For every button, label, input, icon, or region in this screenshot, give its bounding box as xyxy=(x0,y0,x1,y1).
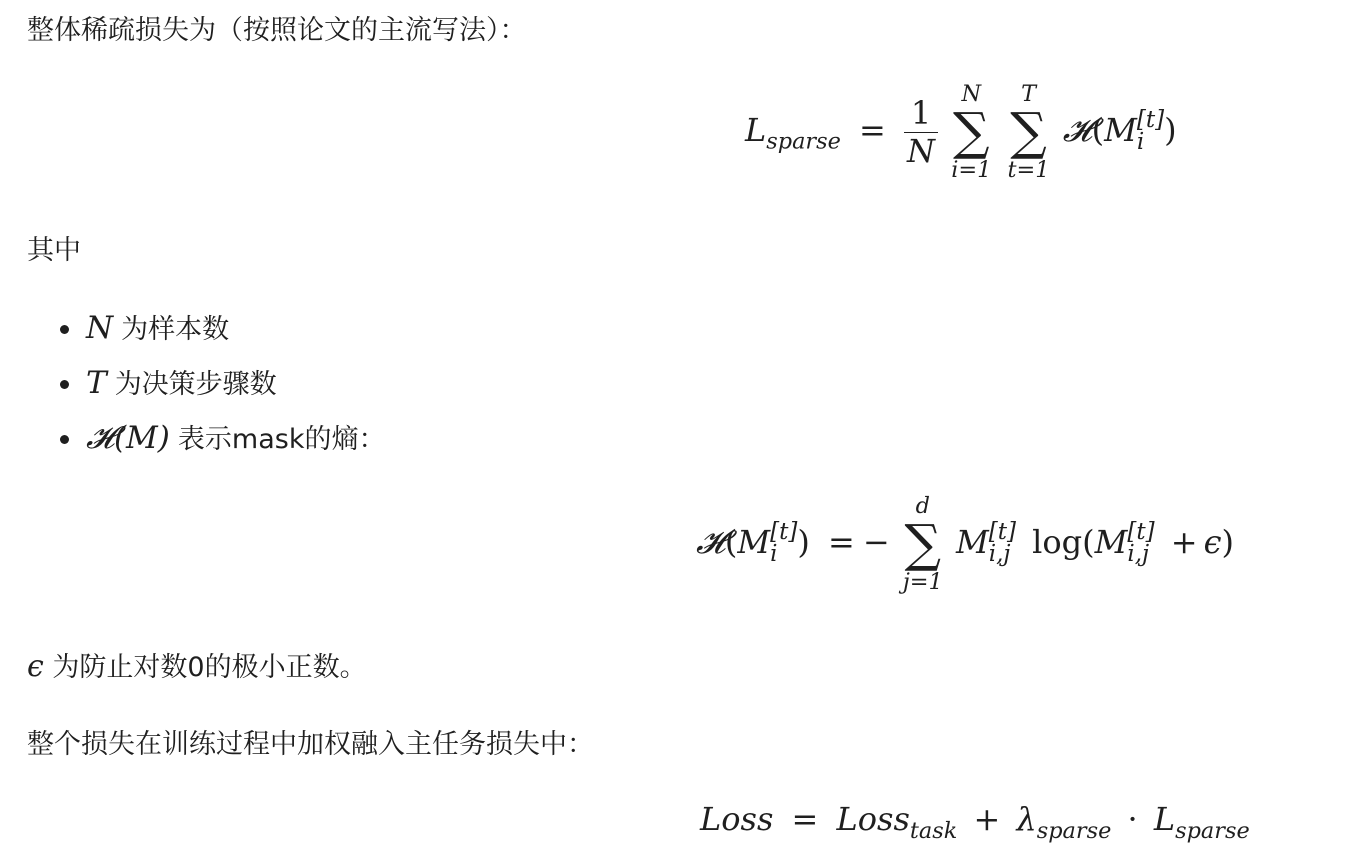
bullet-icon xyxy=(60,380,69,389)
eq2-mask: M xyxy=(737,522,771,561)
eq2-mask-ij-sub: i,j xyxy=(988,541,1011,568)
list-item xyxy=(60,306,385,361)
list-item xyxy=(60,416,385,471)
bullet-icon xyxy=(60,435,69,444)
eq2-mask-ij-2-sub: i,j xyxy=(1127,541,1150,568)
eq2-equals: = xyxy=(828,522,855,561)
eq1-sum-t xyxy=(1008,82,1050,182)
list-item-symbol: N xyxy=(86,310,114,346)
eq2-plus: + xyxy=(1170,522,1198,561)
eq3-dot: · xyxy=(1127,800,1138,838)
list-item-symbol: 𝓗(M) xyxy=(86,420,170,456)
eq2-mask-ij-2-sup: [t] xyxy=(1127,519,1155,546)
eq1-entropy-symbol: 𝓗 xyxy=(1062,110,1092,149)
eq2-mask-ij-2-indices xyxy=(1127,519,1155,568)
list-item-text: 表示mask的熵： xyxy=(177,424,386,455)
eq1-sum-t-top: T xyxy=(1021,81,1037,107)
eq2-mask-ij-indices xyxy=(988,519,1016,568)
eq2-mask-sup: [t] xyxy=(770,519,798,546)
where-text: 其中 xyxy=(27,235,81,266)
list-item-text: 为样本数 xyxy=(121,314,230,345)
eq2-sum-top: d xyxy=(915,493,930,519)
eq3-lambda: λ xyxy=(1016,800,1037,838)
eq2-mask-ij-2: M xyxy=(1094,522,1128,561)
eq1-mask-sup: [t] xyxy=(1136,107,1165,134)
eq3-plus: + xyxy=(973,800,1001,838)
epsilon-symbol: ϵ xyxy=(27,649,44,684)
list-item-symbol: T xyxy=(86,365,107,401)
list-item-text: 为决策步骤数 xyxy=(114,369,277,400)
eq1-sum-i-top: N xyxy=(961,81,982,107)
eq3-L: L xyxy=(1153,800,1176,838)
eq1-sum-i xyxy=(951,82,991,182)
eq2-sum-j xyxy=(903,494,943,594)
eq2-log: log xyxy=(1032,522,1083,561)
sigma-icon: ∑ xyxy=(953,101,990,162)
eq3-loss-task: Loss xyxy=(836,800,910,838)
eq1-frac-num: 1 xyxy=(904,95,938,133)
eq2-mask-ij-sup: [t] xyxy=(988,519,1016,546)
combine-note: 整个损失在训练过程中加权融入主任务损失中： xyxy=(27,729,594,760)
definition-list xyxy=(60,306,385,471)
eq1-mask-indices xyxy=(1136,107,1165,156)
sparse-loss-equation xyxy=(745,82,1177,182)
eq1-sum-i-bottom: i=1 xyxy=(951,156,992,183)
eq2-close2: ) xyxy=(1221,522,1234,561)
total-loss-equation xyxy=(700,800,1250,844)
eq3-L-sub: sparse xyxy=(1175,817,1250,844)
eq1-sum-t-bottom: t=1 xyxy=(1007,156,1050,183)
eq1-frac-den: N xyxy=(907,131,936,170)
eq1-lhs: L xyxy=(745,110,767,149)
sigma-icon: ∑ xyxy=(1010,101,1047,162)
eq1-close: ) xyxy=(1164,110,1177,149)
epsilon-note xyxy=(27,650,367,685)
eq3-lambda-sub: sparse xyxy=(1036,817,1112,844)
eq2-mask-ij: M xyxy=(955,522,989,561)
intro-text: 整体稀疏损失为（按照论文的主流写法）： xyxy=(27,15,527,46)
list-item xyxy=(60,361,385,416)
entropy-equation xyxy=(696,494,1234,594)
eq3-equals: = xyxy=(791,800,819,838)
bullet-icon xyxy=(60,325,69,334)
eq2-sum-bottom: j=1 xyxy=(902,568,943,595)
eq3-loss: Loss xyxy=(700,800,774,838)
eq2-minus: − xyxy=(862,522,890,561)
eq3-task-sub: task xyxy=(909,817,958,844)
eq2-entropy-symbol: 𝓗 xyxy=(696,522,725,561)
eq1-fraction xyxy=(904,95,938,170)
eq1-mask-sub: i xyxy=(1136,129,1145,156)
eq1-mask: M xyxy=(1104,110,1137,149)
eq2-mask-indices xyxy=(770,519,798,568)
sigma-icon: ∑ xyxy=(904,513,942,574)
eq1-equals: = xyxy=(859,110,886,149)
eq1-lhs-sub: sparse xyxy=(766,128,841,155)
eq2-close: ) xyxy=(797,522,810,561)
eq2-epsilon: ϵ xyxy=(1203,522,1222,561)
eq2-open: ( xyxy=(724,522,738,561)
eq2-mask-sub: i xyxy=(770,541,778,568)
eq2-open2: ( xyxy=(1082,522,1095,561)
epsilon-text: 为防止对数0的极小正数。 xyxy=(52,652,367,683)
eq1-open: ( xyxy=(1091,110,1105,149)
